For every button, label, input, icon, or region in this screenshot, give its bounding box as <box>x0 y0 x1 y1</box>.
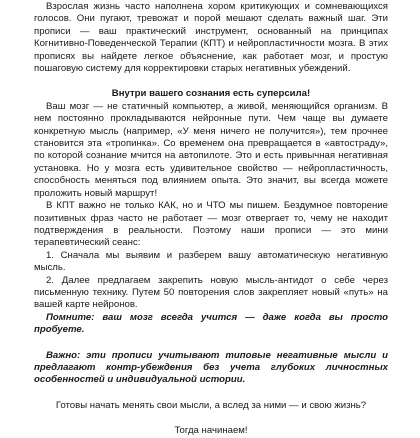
spacer <box>34 412 388 425</box>
step-one: 1. Сначала мы выявим и разберем вашу автоматическую негативную мысль. <box>34 249 388 274</box>
spacer <box>34 75 388 88</box>
section-heading: Внутри вашего сознания есть суперсила! <box>111 88 311 100</box>
reminder-note: Помните: ваш мозг всегда учится — даже когда вы просто пробуете. <box>34 311 388 336</box>
step-two: 2. Далее предлагаем закрепить новую мысль-антидот о себе через письменную технику. Путем 50 повторения слов закрепляет новый «путь» на вашей карте нейронов. <box>34 274 388 311</box>
brain-paragraph: Ваш мозг — не статичный компьютер, а живой, меняющийся организм. В нем постоянно прокладываются нейронные пути. Чем чаще вы думаете конкретную мысль (например, «У меня ничего не получится»), тем прочнее становится эта «тропинка». Со временем она превращается в «автостраду», по которой сознание мчится на автопилоте. Это и есть привычная негативная установка. Но у мозга есть удивительное свойство — нейропластичность, способность меняться под влиянием опыта. Это значит, вы всегда можете проложить новый маршрут! <box>34 100 388 199</box>
important-note: Важно: эти прописи учитывают типовые негативные мысли и предлагают контр-убеждения без учета глубоких личностных особенностей и индивидуальной истории. <box>34 349 388 386</box>
document-page <box>34 0 388 438</box>
spacer <box>34 337 388 350</box>
question-line: Готовы начать менять свои мысли, а вслед за ними — и свою жизнь? <box>55 399 367 411</box>
spacer <box>34 387 388 400</box>
cbt-paragraph: В КПТ важно не только КАК, но и ЧТО мы пишем. Бездумное повторение позитивных фраз часто не работает — мозг отвергает то, чему не находит подтверждения в реальности. Поэтому наши прописи — это мини терапевтический сеанс: <box>34 200 388 249</box>
closing-line: Тогда начинаем! <box>174 425 248 437</box>
intro-paragraph: Взрослая жизнь часто наполнена хором критикующих и сомневающихся голосов. Они пугают, тревожат и порой мешают сделать важный шаг. Эти прописи — ваш практический инструмент, основанный на принципах Когнитивно-Поведенческой Терапии (КПТ) и нейропластичности мозга. В этих прописях вы найдете легкое объяснение, как работает мозг, и простую пошаговую систему для корректировки старых негативных убеждений. <box>34 1 388 75</box>
